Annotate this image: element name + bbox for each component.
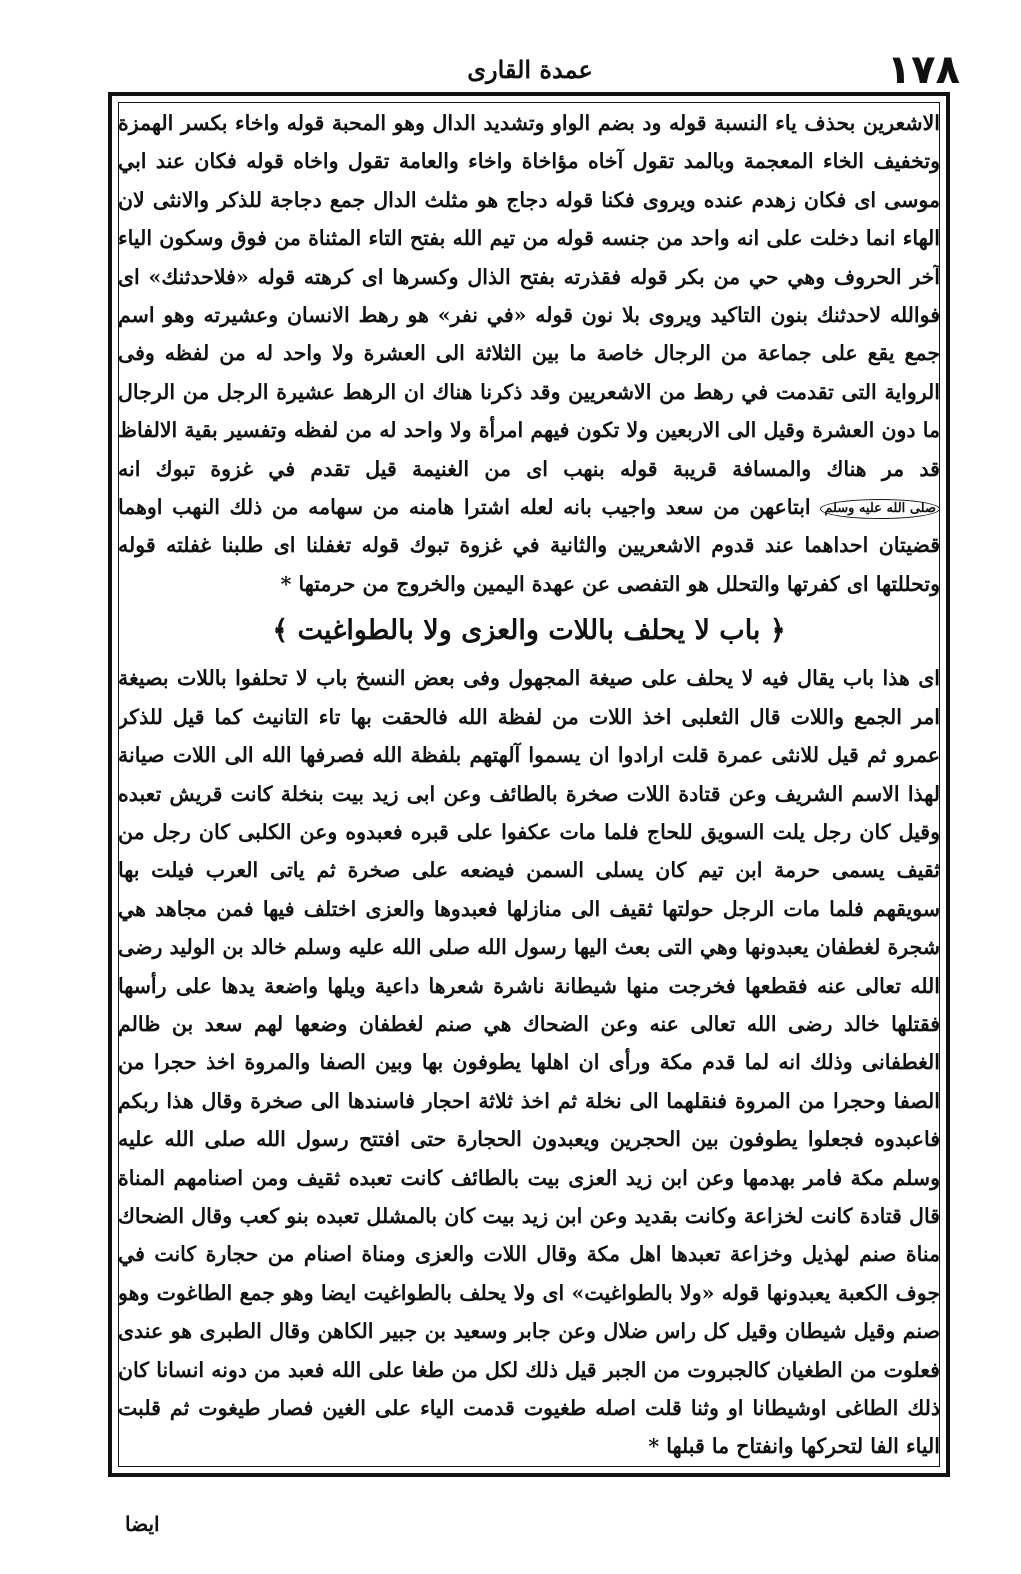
commentary-text-continued: ابتاعهن من سعد واجيب بانه لعله اشترا هامنه من سهامه من ذلك النهب اوهما قضيتان احداهما عند قدوم الاشعريين والثانية في غزوة تبوك قوله تغفلنا اى طلبنا غفلته قوله وتحللتها اى كفرتها والتحلل هو التفصى عن عهدة اليمين والخروج من حرمتها * xyxy=(118,495,940,596)
pbuh-seal-icon: صلى الله عليه وسلم xyxy=(820,499,940,519)
page-body xyxy=(118,104,940,1464)
chapter-heading: ﴿ باب لا يحلف باللات والعزى ولا بالطواغيت ﴾ xyxy=(272,615,786,647)
catchword: ايضا xyxy=(125,1512,160,1536)
commentary-text: الاشعرين بحذف ياء النسبة قوله ود بضم الواو وتشديد الدال وهو المحبة قوله واخاء بكسر الهمزة وتخفيف الخاء المعجمة وبالمد تقول آخاه مؤاخاة واخاء والعامة تقول واخاه قوله فكان عند ابي موسى اى فكان زهدم عنده ويروى فكنا قوله دجاج هو مثلث الدال جمع دجاجة للذكر والانثى لان الهاء انما دخلت على انه واحد من جنسه قوله من تيم الله بفتح التاء المثناة من فوق وسكون الياء آخر الحروف وهي حي من بكر قوله فقذرته بفتح الذال وكسرها اى كرهته قوله «فلاحدثنك» اى فوالله لاحدثنك بنون التاكيد ويروى بلا نون قوله «في نفر» هو رهط الانسان وعشيرته وهو اسم جمع يقع على جماعة من الرجال خاصة ما بين الثلاثة الى العشرة ولا واحد له من لفظه وفى الرواية التى تقدمت في رهط من الاشعريين وقد ذكرنا هناك ان الرهط عشيرة الرجل من الرجال ما دون العشرة وقيل الى الاربعين ولا تكون فيهم امرأة ولا واحد له من لفظه وتفسير بقية الالفاظ قد مر هناك والمسافة قريبة قوله بنهب اى من الغنيمة قيل تقدم في غزوة تبوك انه xyxy=(118,111,940,481)
page-header xyxy=(100,48,960,92)
chapter-commentary: اى هذا باب يقال فيه لا يحلف على صيغة المجهول وفى بعض النسخ باب لا تحلفوا باللات بصيغة امر الجمع واللات قال الثعلبى اخذ اللات من لفظة الله فالحقت بها تاء التانيث كما قيل للذكر عمرو ثم قيل للانثى عمرة قلت ارادوا ان يسموا آلهتهم بلفظة الله فصرفها الله الى اللات صيانة لهذا الاسم الشريف وعن قتادة اللات صخرة بالطائف وعن ابى زيد بيت بنخلة كانت قريش تعبده وقيل كان رجل يلت السويق للحاج فلما مات عكفوا على قبره فعبدوه وعن الكلبى كان رجل من ثقيف يسمى حرمة ابن تيم كان يسلى السمن فيضعه على صخرة ثم ياتى العرب فيلت بها سويقهم فلما مات الرجل حولتها ثقيف الى منازلها فعبدوها والعزى اختلف فيها فمن مجاهد هي شجرة لغطفان يعبدونها وهي التى بعث اليها رسول الله صلى الله عليه وسلم خالد بن الوليد رضى الله تعالى عنه فقطعها فخرجت منها شيطانة ناشرة شعرها داعية ويلها واضعة يدها على رأسها فقتلها خالد رضى الله تعالى عنه وعن الضحاك هي صنم لغطفان وضعها لهم سعد بن ظالم الغطفانى وذلك انه لما قدم مكة ورأى ان اهلها يطوفون بها وبين الصفا والمروة اخذ حجرا من الصفا وحجرا من المروة فنقلهما الى نخلة ثم اخذ ثلاثة احجار فاسندها الى صخرة وقال هذا ربكم فاعبدوه فجعلوا يطوفون بين الحجرين ويعبدون الحجارة حتى افتتح رسول الله صلى الله عليه وسلم مكة فامر بهدمها وعن ابن زيد العزى بيت بالطائف كانت تعبده ثقيف ومن اصنامهم المناة قال قتادة كانت لخزاعة وكانت بقديد وعن ابن زيد بيت كان بالمشلل تعبده بنو كعب وقال الضحاك مناة صنم لهذيل وخزاعة تعبدها اهل مكة وقال اللات والعزى ومناة اصنام من حجارة كانت في جوف الكعبة يعبدونها قوله «ولا بالطواغيت» اى ولا يحلف بالطواغيت ايضا وهو جمع الطاغوت وهو صنم وقيل شيطان وقيل كل راس ضلال وعن جابر وسعيد بن جبير الكاهن وقال الطبرى هو عندى فعلوت من الطغيان كالجبروت من الجبر قيل ذلك لكل من طغا على الله فعبد من دونه انسانا كان ذلك الطاغى اوشيطانا او وثنا قلت اصله طغيوت قدمت الياء على الغين فصار طيغوت ثم قلبت الياء الفا لتحركها وانفتاح ما قبلها * xyxy=(118,666,940,1459)
page-number: ١٧٨ xyxy=(886,47,960,93)
commentary-paragraph xyxy=(118,104,940,603)
running-title: عمدة القارى xyxy=(467,55,593,84)
